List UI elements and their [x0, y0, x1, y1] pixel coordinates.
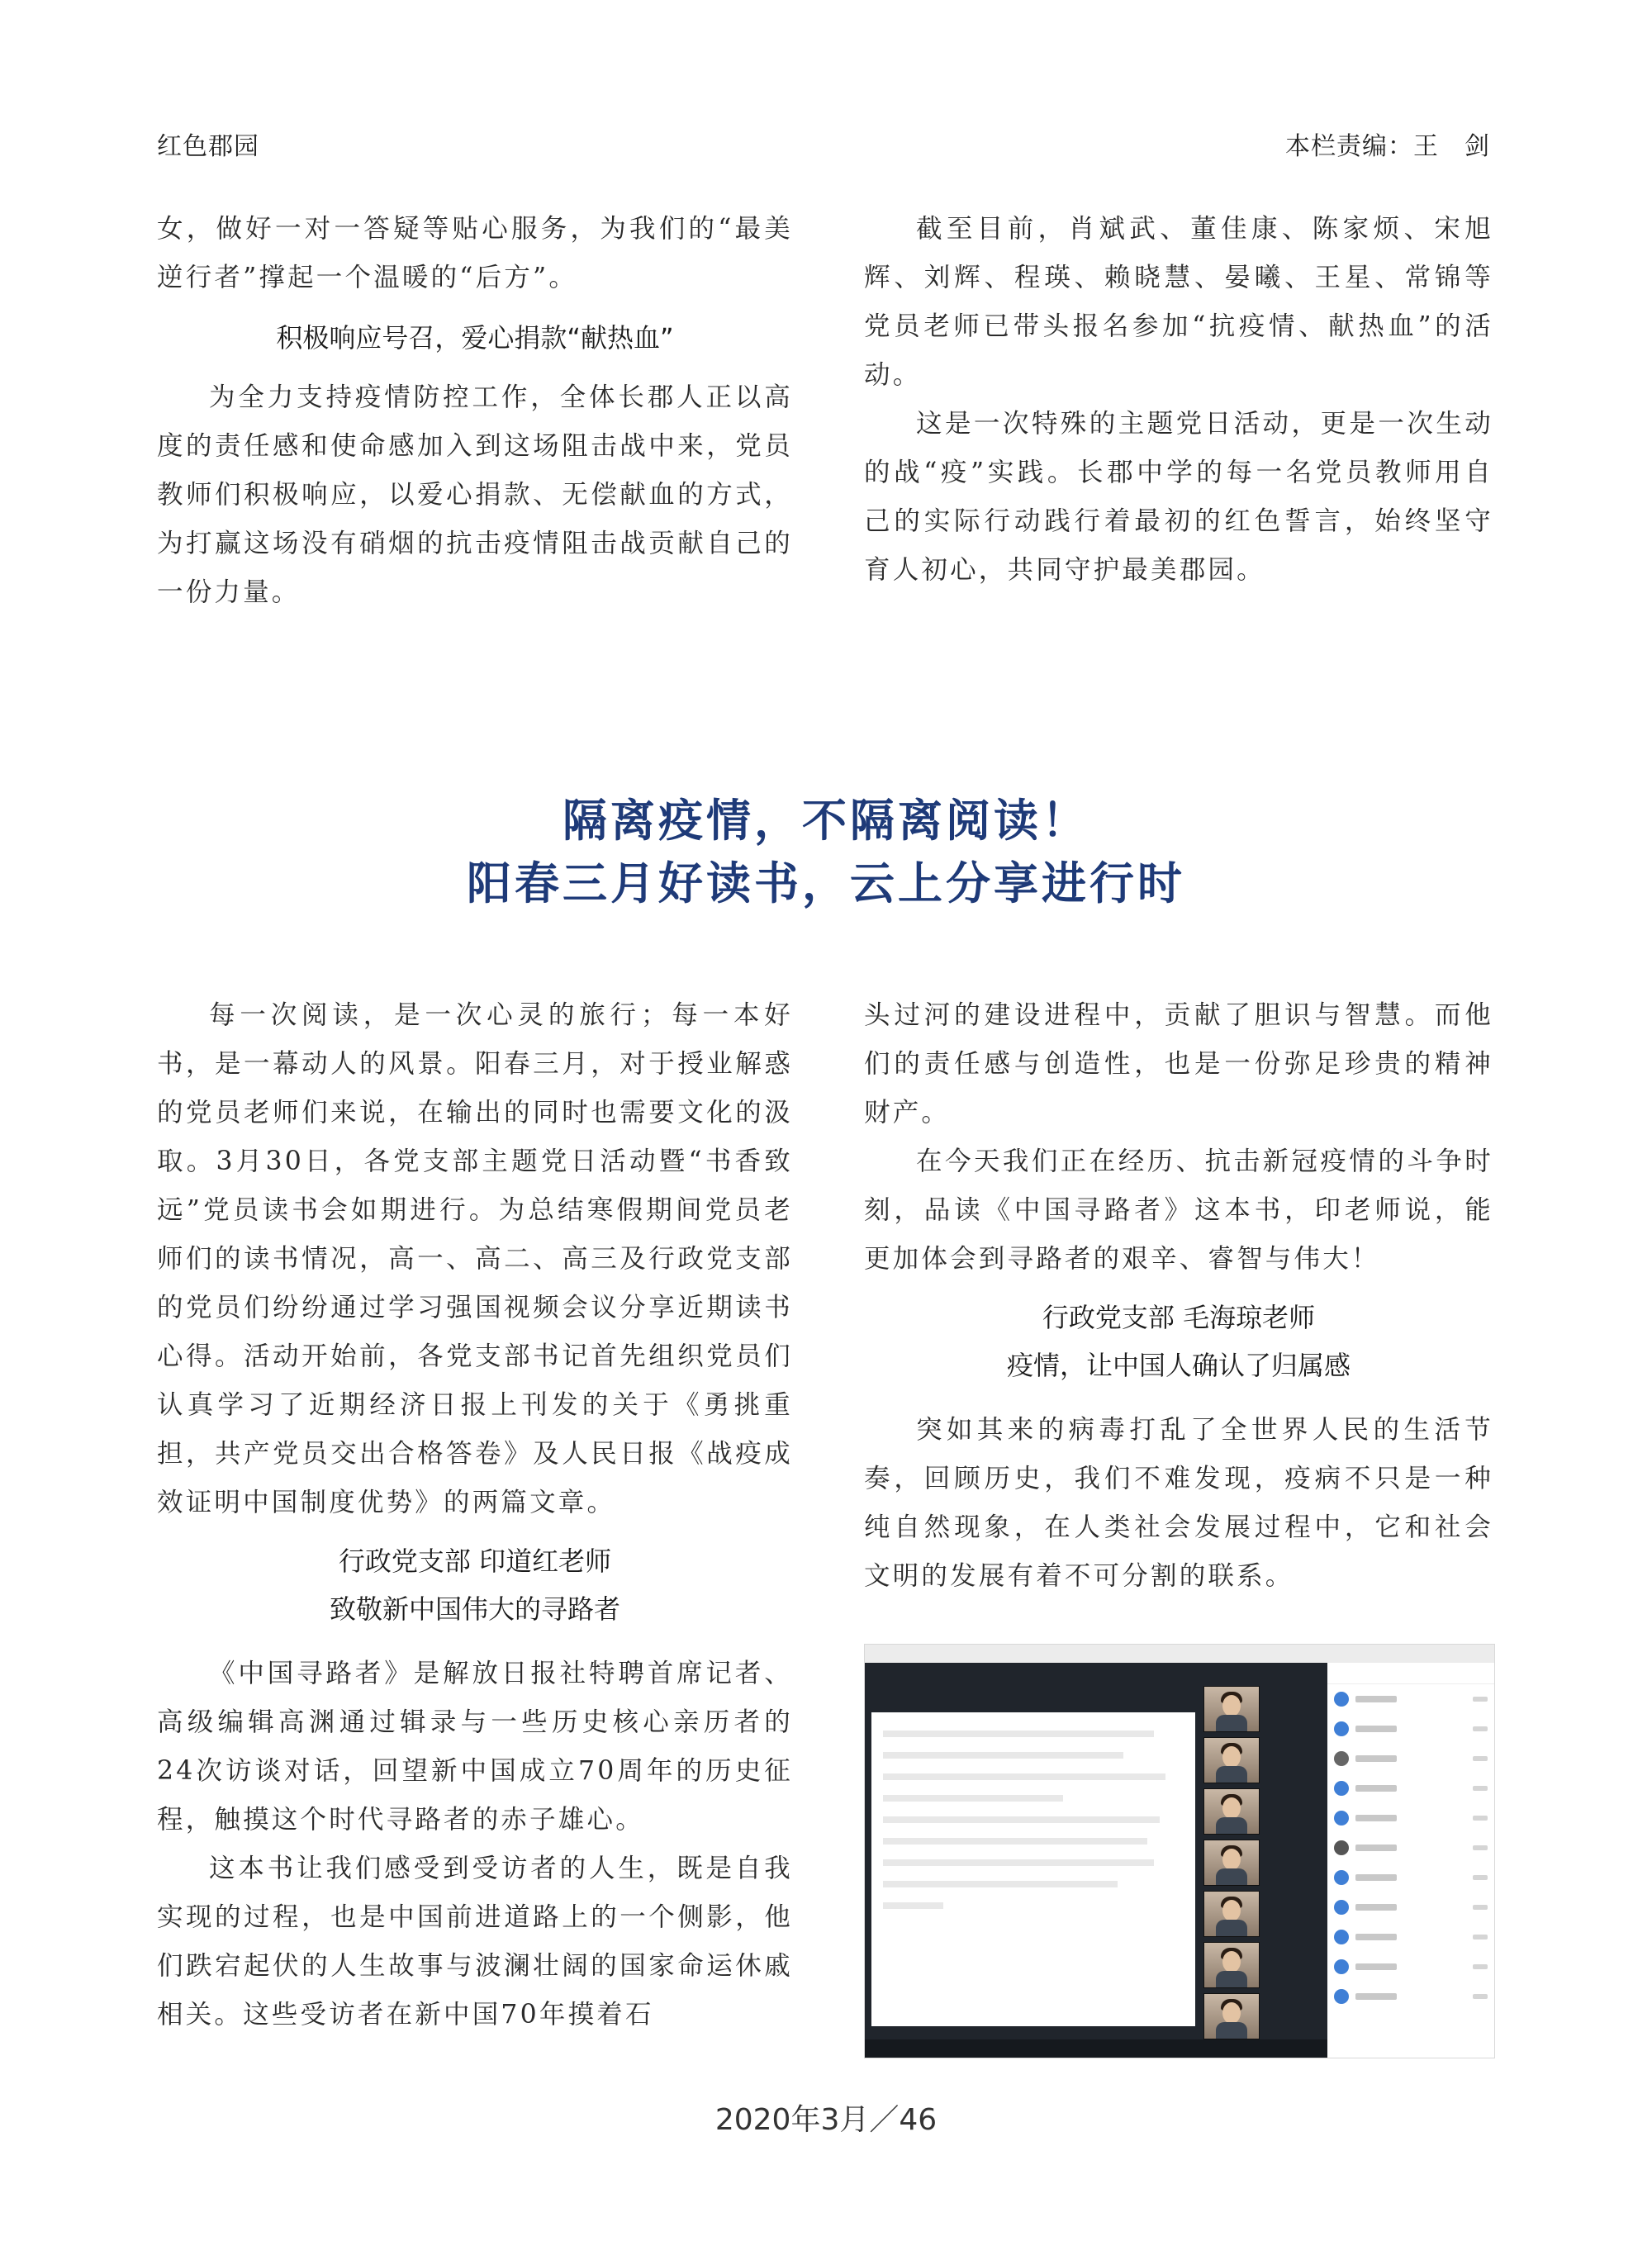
meeting-shared-screen: [865, 1663, 1327, 2058]
subheading-topic-1: 致敬新中国伟大的寻路者: [329, 1593, 620, 1625]
paragraph-donation: 为全力支持疫情防控工作，全体长郡人正以高度的责任感和使命感加入到这场阻击战中来，党员教师们积极响应，以爱心捐款、无偿献血的方式，为打赢这场没有硝烟的抗击疫情阻击战贡献自己的一份力量。: [157, 382, 793, 607]
participant-row: [1327, 1982, 1494, 2011]
participant-list-header: [1327, 1663, 1494, 1684]
subheading-teacher-2: 行政党支部 毛海琼老师: [1042, 1302, 1316, 1333]
paragraph-book-review: 这本书让我们感受到受访者的人生，既是自我实现的过程，也是中国前进道路上的一个侧影，他们跌宕起伏的人生故事与波澜壮阔的国家命运休戚相关。这些受访者在新中国70年摸着石: [157, 1854, 793, 2030]
participant-row: [1327, 1863, 1494, 1892]
participant-row: [1327, 1922, 1494, 1952]
subheading-block-1: [157, 1537, 793, 1633]
participant-row: [1327, 1744, 1494, 1773]
participant-row: [1327, 1773, 1494, 1803]
paragraph-epidemic: 突如其来的病毒打乱了全世界人民的生活节奏，回顾历史，我们不难发现，疫病不只是一种纯自然现象，在人类社会发展过程中，它和社会文明的发展有着不可分割的联系。: [864, 1415, 1493, 1591]
participant-list-panel: [1327, 1663, 1494, 2058]
top-left-column: [157, 205, 793, 617]
participant-video: [1203, 1840, 1260, 1886]
page-footer: 2020年3月／46: [714, 2103, 938, 2137]
shared-slide: [871, 1712, 1195, 2026]
paragraph-continued-right: 头过河的建设进程中，贡献了胆识与智慧。而他们的责任感与创造性，也是一份弥足珍贵的精神财产。: [864, 1000, 1493, 1128]
article-title-line-1: 隔离疫情，不隔离阅读！: [563, 794, 1089, 847]
participant-row: [1327, 1892, 1494, 1922]
article-title-line-2: 阳春三月好读书，云上分享进行时: [467, 857, 1185, 909]
header-section-title: 红色郡园: [157, 132, 259, 161]
paragraph-book-intro: 《中国寻路者》是解放日报社特聘首席记者、高级编辑高渊通过辑录与一些历史核心亲历者的24次访谈对话，回望新中国成立70周年的历史征程，触摸这个时代寻路者的赤子雄心。: [157, 1659, 793, 1835]
screen-share-bar: [865, 2039, 1327, 2058]
paragraph-continued: 女，做好一对一答疑等贴心服务，为我们的“最美逆行者”撑起一个温暖的“后方”。: [157, 214, 793, 292]
participant-video: [1203, 1993, 1260, 2039]
subheading-donation: 积极响应号召，爱心捐款“献热血”: [276, 322, 674, 354]
subheading-teacher-1: 行政党支部 印道红老师: [338, 1545, 612, 1577]
participant-row: [1327, 1833, 1494, 1863]
paragraph-reflection: 在今天我们正在经历、抗击新冠疫情的斗争时刻，品读《中国寻路者》这本书，印老师说，能更加体会到寻路者的艰辛、睿智与伟大！: [864, 1147, 1493, 1274]
paragraph-intro: 每一次阅读，是一次心灵的旅行；每一本好书，是一幕动人的风景。阳春三月，对于授业解惑的党员老师们来说，在输出的同时也需要文化的汲取。3月30日，各党支部主题党日活动暨“书香致远”党员读书会如期进行。为总结寒假期间党员老师们的读书情况，高一、高二、高三及行政党支部的党员们纷纷通过学习强国视频会议分享近期读书心得。活动开始前，各党支部书记首先组织党员们认真学习了近期经济日报上刊发的关于《勇挑重担，共产党员交出合格答卷》及人民日报《战疫成效证明中国制度优势》的两篇文章。: [157, 1000, 793, 1517]
article-left-column: [157, 991, 793, 2039]
article-right-column: [864, 991, 1493, 1601]
meeting-window-titlebar: [865, 1645, 1494, 1663]
participant-row: [1327, 1952, 1494, 1982]
participant-video: [1203, 1891, 1260, 1937]
video-meeting-photo: [864, 1644, 1495, 2058]
participant-video: [1203, 1686, 1260, 1732]
participant-row: [1327, 1684, 1494, 1714]
participant-row: [1327, 1803, 1494, 1833]
paragraph-volunteers: 截至目前，肖斌武、董佳康、陈家烦、宋旭辉、刘辉、程瑛、赖晓慧、晏曦、王星、常锦等党员老师已带头报名参加“抗疫情、献热血”的活动。: [864, 214, 1493, 390]
article-title: [0, 789, 1652, 914]
subheading-topic-2: 疫情，让中国人确认了归属感: [1006, 1350, 1351, 1381]
subheading-block-2: [864, 1294, 1493, 1389]
participant-video: [1203, 1788, 1260, 1835]
header-editor: 本栏责编：王 剑: [1285, 132, 1490, 161]
top-right-column: [864, 205, 1493, 595]
participant-video: [1203, 1942, 1260, 1988]
participant-row: [1327, 1714, 1494, 1744]
paragraph-party-day: 这是一次特殊的主题党日活动，更是一次生动的战“疫”实践。长郡中学的每一名党员教师用自己的实际行动践行着最初的红色誓言，始终坚守育人初心，共同守护最美郡园。: [864, 409, 1493, 585]
participant-thumbnails: [1203, 1686, 1319, 2058]
participant-video: [1203, 1737, 1260, 1783]
